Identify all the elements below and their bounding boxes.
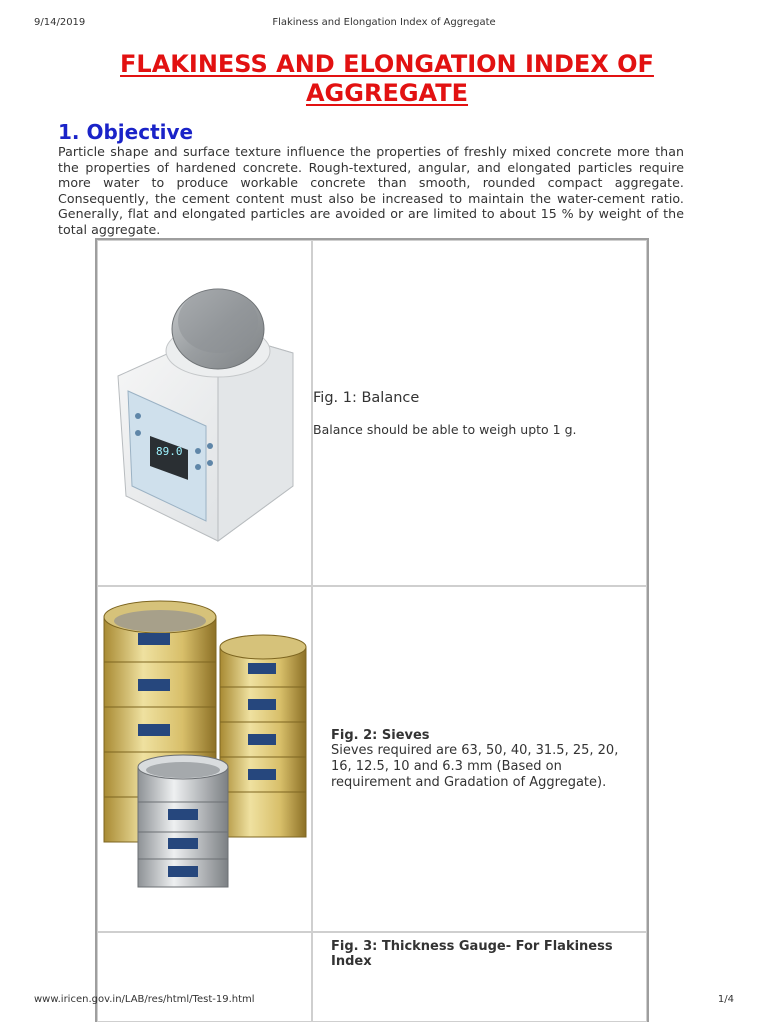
section-heading: 1. Objective <box>58 120 194 144</box>
figure-2-text <box>312 586 647 932</box>
figure-3-text <box>312 932 647 1022</box>
footer-page-number: 1/4 <box>717 994 734 1005</box>
figure-1-text <box>312 240 647 586</box>
figure-2-caption: Fig. 2: Sieves <box>331 727 430 743</box>
balance-display: 89.0 <box>156 445 183 458</box>
figure-row <box>97 586 647 932</box>
document-title: FLAKINESS AND ELONGATION INDEX OF AGGREGATE <box>120 50 654 107</box>
figure-row <box>97 932 647 1022</box>
objective-paragraph: Particle shape and surface texture influence the properties of freshly mixed concrete more than the properties of hardened concrete. Rough-textured, angular, and elongated particles require more water to produce workable concrete than smooth, rounded compact aggregate. Consequently, the cement content must also be increased to maintain the water-cement ratio. Generally, flat and elongated particles are avoided or are limited to about 15 % by weight of the total aggregate. <box>58 144 684 237</box>
figure-1-caption: Fig. 1: Balance <box>313 389 420 406</box>
footer-url: www.iricen.gov.in/LAB/res/html/Test-19.html <box>34 994 255 1005</box>
balance-illustration <box>98 241 311 581</box>
figure-3-caption: Fig. 3: Thickness Gauge- For Flakiness Index <box>331 939 613 969</box>
sieves-image <box>97 586 312 932</box>
balance-image <box>97 240 312 586</box>
figures-table <box>95 238 649 1022</box>
header-date: 9/14/2019 <box>34 17 86 28</box>
figure-row <box>97 240 647 586</box>
header-title: Flakiness and Elongation Index of Aggregate <box>272 17 496 28</box>
sieves-illustration <box>98 587 311 927</box>
thickness-gauge-image <box>97 932 312 1022</box>
figure-1-description: Balance should be able to weigh upto 1 g. <box>313 421 577 437</box>
figure-2-description: Sieves required are 63, 50, 40, 31.5, 25, 20, 16, 12.5, 10 and 6.3 mm (Based on requirement and Gradation of Aggregate). <box>331 742 619 790</box>
